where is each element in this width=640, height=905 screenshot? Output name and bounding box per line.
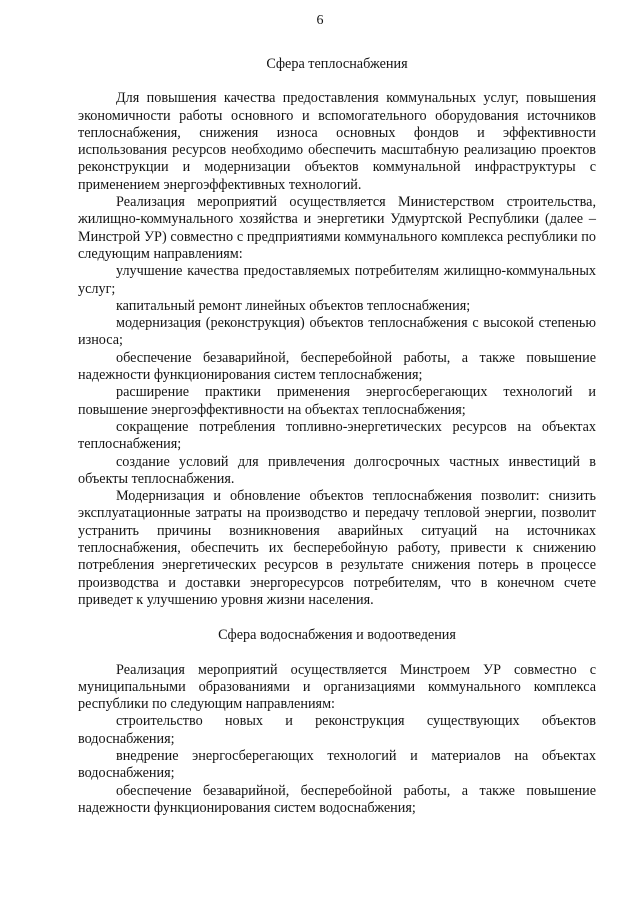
paragraph: Для повышения качества предоставления коммунальных услуг, повышения экономичности работы основного и вспомогательного оборудования источников теплоснабжения, снижения износа основных фондов и эффективности использования ресурсов необходимо обеспечить масштабную реализацию проектов реконструкции и модернизации объектов коммунальной инфраструктуры с применением энергоэффективных технологий. xyxy=(78,90,596,193)
section-heading: Сфера теплоснабжения xyxy=(266,56,408,72)
list-item: обеспечение безаварийной, бесперебойной работы, а также повышение надежности функционирования систем теплоснабжения; xyxy=(78,349,596,384)
list-item: внедрение энергосберегающих технологий и материалов на объектах водоснабжения; xyxy=(78,747,596,782)
section-water-supply xyxy=(78,627,596,817)
section-heading: Сфера водоснабжения и водоотведения xyxy=(218,627,456,644)
page-number: 6 xyxy=(316,13,324,28)
paragraph: Реализация мероприятий осуществляется Министерством строительства, жилищно-коммунального хозяйства и энергетики Удмуртской Республики (далее – Минстрой УР) совместно с предприятиями коммунального комплекса республики по следующим направлениям: xyxy=(78,194,596,262)
list-item: строительство новых и реконструкция существующих объектов водоснабжения; xyxy=(78,713,596,747)
list-item: модернизация (реконструкция) объектов теплоснабжения с высокой степенью износа; xyxy=(78,315,596,349)
list-item: улучшение качества предоставляемых потребителям жилищно-коммунальных услуг; xyxy=(78,263,596,297)
list-item: капитальный ремонт линейных объектов теплоснабжения; xyxy=(116,297,471,314)
section-heat-supply xyxy=(78,56,596,609)
list-item: создание условий для привлечения долгосрочных частных инвестиций в объекты теплоснабжения. xyxy=(78,453,596,487)
paragraph: Реализация мероприятий осуществляется Минстроем УР совместно с муниципальными образованиями и организациями коммунального комплекса республики по следующим направлениям: xyxy=(78,661,596,713)
list-item: обеспечение безаварийной, бесперебойной работы, а также повышение надежности функционирования систем водоснабжения; xyxy=(78,782,596,816)
paragraph: Модернизация и обновление объектов теплоснабжения позволит: снизить эксплуатационные затраты на производство и передачу тепловой энергии, позволит устранить причины возникновения аварийных ситуаций на источниках теплоснабжения, обеспечить их бесперебойную работу, привести к снижению потребления энергетических ресурсов в результате снижения потерь в процессе производства и доставки энергоресурсов потребителям, что в конечном счете приведет к улучшению уровня жизни населения. xyxy=(78,488,596,608)
list-item: сокращение потребления топливно-энергетических ресурсов на объектах теплоснабжения; xyxy=(78,418,596,453)
list-item: расширение практики применения энергосберегающих технологий и повышение энергоэффективности на объектах теплоснабжения; xyxy=(78,384,596,418)
document-body xyxy=(78,56,596,817)
